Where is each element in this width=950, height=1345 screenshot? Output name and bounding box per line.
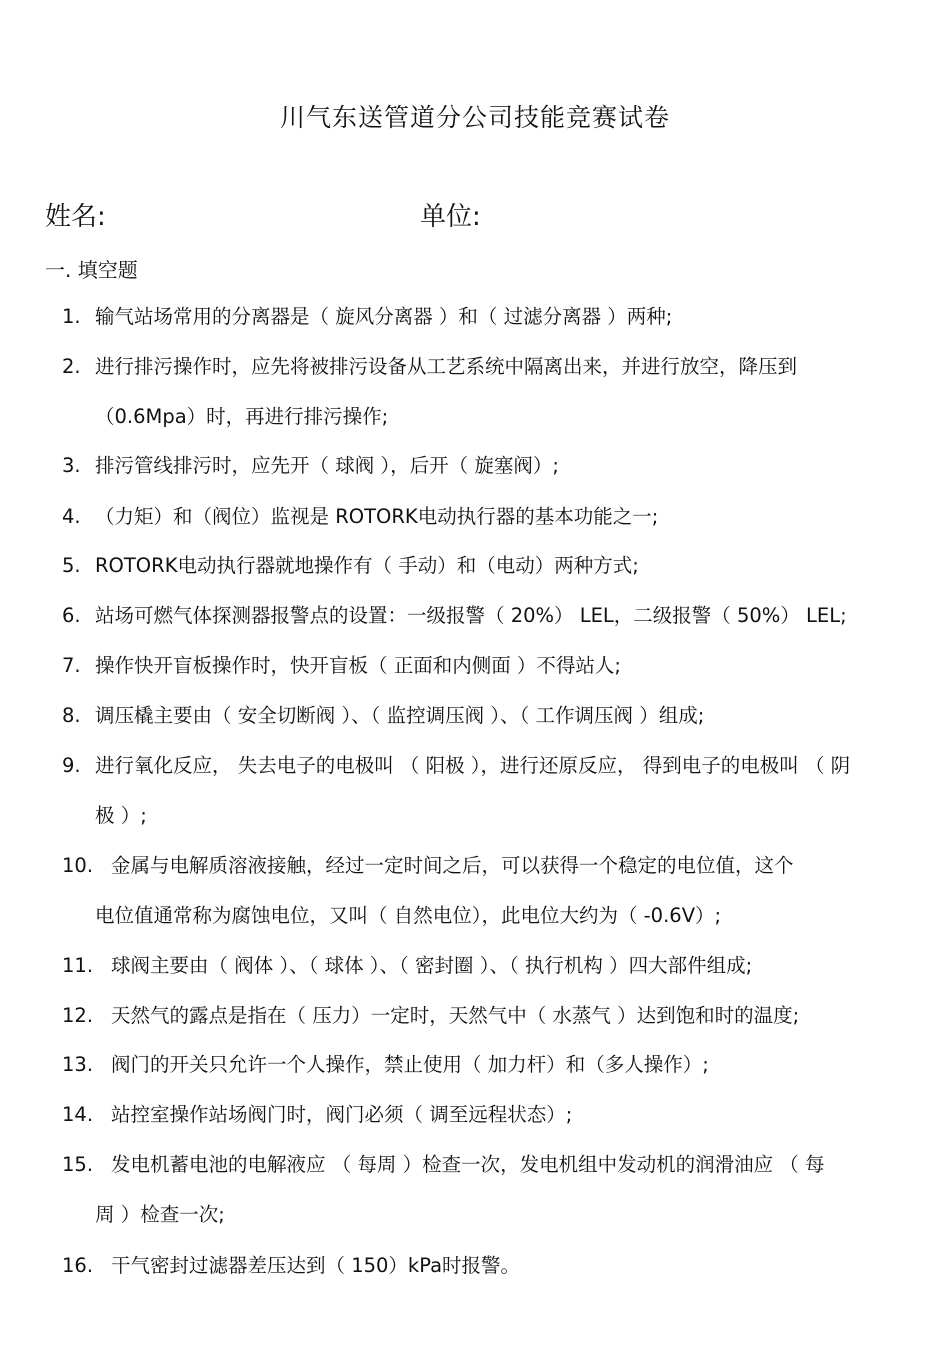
question-text: 电位值通常称为腐蚀电位，又叫（ 自然电位），此电位大约为（ -0.6V）; bbox=[95, 904, 722, 927]
question-text: 进行氧化反应， 失去电子的电极叫 （ 阳极 ），进行还原反应， 得到电子的电极叫 （ 阴 bbox=[95, 754, 851, 777]
question-text: 站控室操作站场阀门时，阀门必须（ 调至远程状态）; bbox=[111, 1103, 573, 1126]
question-text: 极 ）; bbox=[95, 804, 147, 827]
question-text: （力矩）和（阀位）监视是 ROTORK电动执行器的基本功能之一; bbox=[95, 505, 659, 528]
question-text: 阀门的开关只允许一个人操作，禁止使用（ 加力杆）和（多人操作）; bbox=[111, 1053, 709, 1076]
question-number: 5. bbox=[62, 554, 81, 577]
page-title: 川气东送管道分公司技能竞赛试卷 bbox=[279, 103, 670, 132]
question-text: 排污管线排污时，应先开（ 球阀 ），后开（ 旋塞阀）; bbox=[95, 454, 559, 477]
question-number: 13. bbox=[62, 1053, 94, 1076]
unit-label: 单位: bbox=[420, 202, 481, 232]
question-number: 11. bbox=[62, 954, 94, 977]
question-text: ROTORK电动执行器就地操作有（ 手动）和（电动）两种方式; bbox=[95, 554, 639, 577]
question-number: 15. bbox=[62, 1153, 94, 1176]
name-label: 姓名: bbox=[45, 202, 106, 232]
question-text: 天然气的露点是指在（ 压力）一定时，天然气中（ 水蒸气 ）达到饱和时的温度; bbox=[111, 1004, 800, 1027]
question-text: 进行排污操作时，应先将被排污设备从工艺系统中隔离出来，并进行放空，降压到 bbox=[95, 355, 798, 378]
section-heading: 一. 填空题 bbox=[45, 258, 138, 282]
question-number: 14. bbox=[62, 1103, 94, 1126]
question-text: 金属与电解质溶液接触，经过一定时间之后，可以获得一个稳定的电位值，这个 bbox=[111, 854, 794, 877]
question-text: 球阀主要由（ 阀体 ）、（ 球体 ）、（ 密封圈 ）、（ 执行机构 ）四大部件组成; bbox=[111, 954, 753, 977]
question-text: 操作快开盲板操作时，快开盲板（ 正面和内侧面 ）不得站人; bbox=[95, 654, 621, 677]
question-number: 8. bbox=[62, 704, 81, 727]
question-number: 6. bbox=[62, 604, 81, 627]
question-number: 4. bbox=[62, 505, 81, 528]
question-text: 周 ）检查一次; bbox=[95, 1203, 225, 1226]
question-number: 3. bbox=[62, 454, 81, 477]
question-number: 10. bbox=[62, 854, 94, 877]
question-text: 干气密封过滤器差压达到（ 150）kPa时报警。 bbox=[111, 1254, 521, 1277]
question-text: 发电机蓄电池的电解液应 （ 每周 ）检查一次，发电机组中发动机的润滑油应 （ 每 bbox=[111, 1153, 825, 1176]
question-text: 站场可燃气体探测器报警点的设置：一级报警（ 20%） LEL，二级报警（ 50%） LEL; bbox=[95, 604, 847, 627]
question-text: 调压橇主要由（ 安全切断阀 ）、（ 监控调压阀 ）、（ 工作调压阀 ）组成; bbox=[95, 704, 705, 727]
question-number: 9. bbox=[62, 754, 81, 777]
question-number: 16. bbox=[62, 1254, 94, 1277]
question-text: 输气站场常用的分离器是（ 旋风分离器 ）和（ 过滤分离器 ）两种; bbox=[95, 305, 673, 328]
question-number: 12. bbox=[62, 1004, 94, 1027]
question-number: 7. bbox=[62, 654, 81, 677]
question-number: 2. bbox=[62, 355, 81, 378]
question-text: （0.6Mpa）时，再进行排污操作; bbox=[95, 405, 389, 428]
question-number: 1. bbox=[62, 305, 81, 328]
